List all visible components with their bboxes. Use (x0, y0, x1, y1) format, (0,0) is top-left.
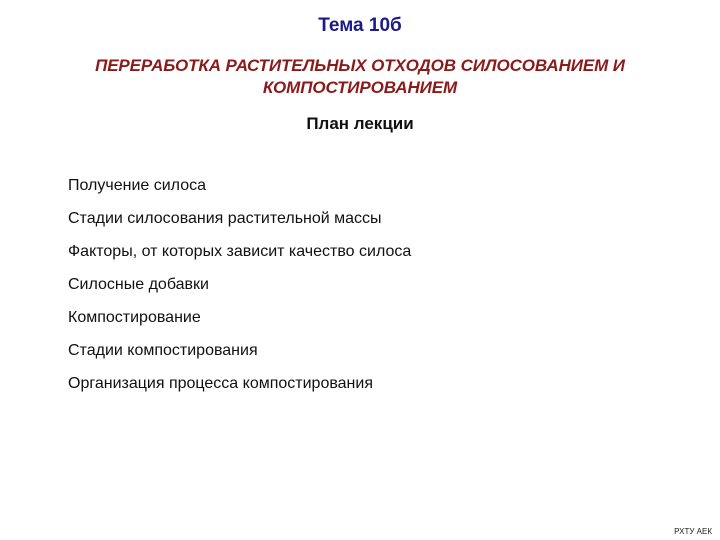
footer-label: РХТУ АЕК (674, 527, 712, 536)
plan-item-silage-additives: Силосные добавки (68, 276, 209, 293)
lecture-title-line-1: ПЕРЕРАБОТКА РАСТИТЕЛЬНЫХ ОТХОДОВ СИЛОСОВАНИЕМ И (95, 56, 625, 75)
plan-item-composting: Компостирование (68, 309, 201, 326)
plan-item-composting-organization: Организация процесса компостирования (68, 375, 373, 392)
topic-title: Тема 10б (318, 15, 402, 36)
plan-list (68, 175, 411, 406)
lecture-title-line-2: КОМПОСТИРОВАНИЕМ (262, 78, 458, 97)
plan-item-quality-factors: Факторы, от которых зависит качество силоса (68, 243, 412, 260)
plan-item-silage-production: Получение силоса (68, 177, 206, 194)
plan-item-ensiling-stages: Стадии силосования растительной массы (68, 210, 382, 227)
lecture-title (20, 55, 700, 99)
plan-item-composting-stages: Стадии компостирования (68, 342, 258, 359)
plan-heading: План лекции (306, 114, 414, 133)
